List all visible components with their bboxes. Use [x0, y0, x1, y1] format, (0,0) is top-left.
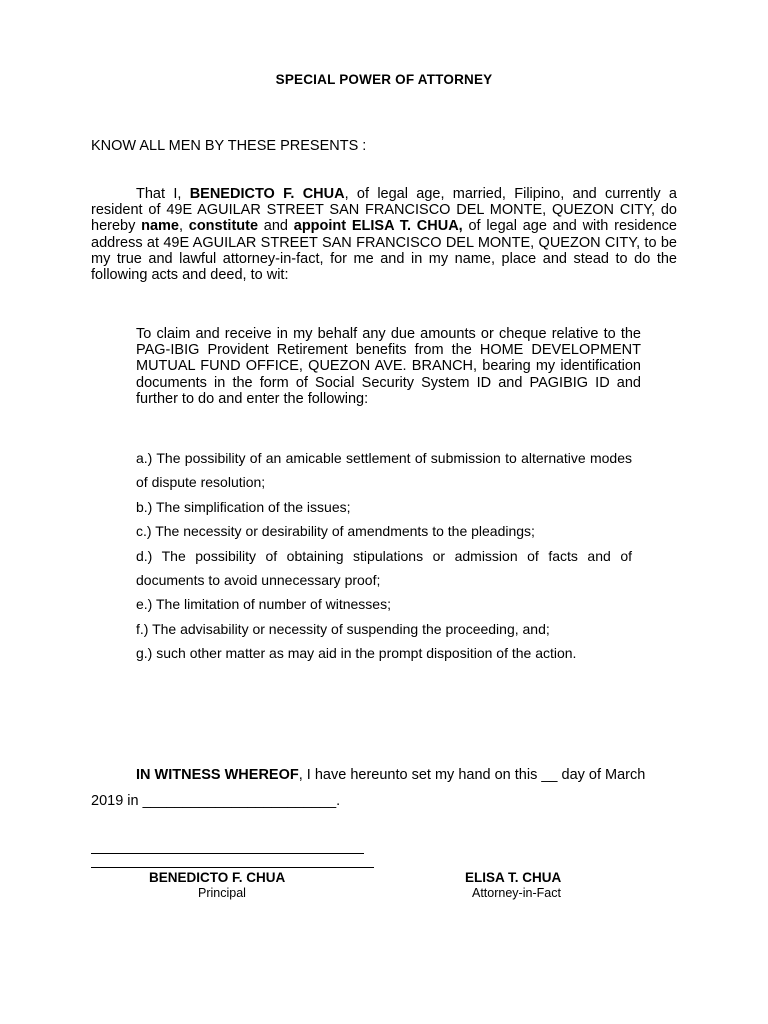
greeting-line: KNOW ALL MEN BY THESE PRESENTS :	[91, 138, 367, 154]
list-item: c.) The necessity or desirability of amendments to the pleadings;	[136, 523, 535, 540]
witness-text: , I have hereunto set my hand on this __ day of March 2019 in ________________________.	[91, 767, 646, 809]
list-item: b.) The simplification of the issues;	[136, 498, 351, 515]
principal-name-inline: BENEDICTO F. CHUA	[189, 186, 345, 202]
signature-line-lower	[91, 867, 374, 868]
keyword-name: name	[141, 218, 179, 235]
intro-paragraph	[91, 186, 677, 283]
intro-text-3: of legal age and with residence address at 49E AGUILAR STREET SAN FRANCISCO DEL MONTE, QUEZON CITY, to be my true and lawful attorney-in-fact, for me and in my name, place and stead to do the following acts and deed, to wit:	[91, 218, 677, 284]
list-item: e.) The limitation of number of witnesses;	[136, 596, 391, 613]
intro-separator-2: and	[258, 218, 294, 235]
witness-lead: IN WITNESS WHEREOF	[136, 767, 299, 783]
principal-signature-name: BENEDICTO F. CHUA	[149, 870, 286, 885]
signature-line-upper	[91, 853, 364, 854]
list-item: f.) The advisability or necessity of suspending the proceeding, and;	[136, 620, 550, 637]
principal-role-label: Principal	[198, 886, 246, 900]
keyword-appoint: appoint ELISA T. CHUA,	[293, 218, 463, 235]
witness-paragraph	[91, 762, 677, 814]
keyword-constitute: constitute	[188, 218, 259, 235]
intro-text-1: That I,	[136, 186, 190, 202]
intro-text-2: , of legal age, married, Filipino, and currently a resident of 49E AGUILAR STREET SAN FRANCISCO DEL MONTE, QUEZON CITY, do hereby	[91, 186, 677, 235]
list-item: a.) The possibility of an amicable settlement of submission to alternative modes of dispute resolution;	[136, 450, 632, 491]
intro-separator-1: ,	[178, 218, 189, 235]
claim-paragraph: To claim and receive in my behalf any due amounts or cheque relative to the PAG-IBIG Provident Retirement benefits from the HOME DEVELOPMENT MUTUAL FUND OFFICE, QUEZON AVE. BRANCH, bearing my identification documents in the form of Social Security System ID and PAGIBIG ID and further to do and enter the following:	[136, 326, 641, 407]
attorney-signature-name: ELISA T. CHUA	[465, 870, 562, 885]
list-item: d.) The possibility of obtaining stipulations or admission of facts and of documents to avoid unnecessary proof;	[136, 547, 632, 589]
document-title: SPECIAL POWER OF ATTORNEY	[275, 72, 493, 87]
acts-list	[136, 446, 632, 666]
list-item: g.) such other matter as may aid in the prompt disposition of the action.	[136, 645, 577, 662]
attorney-role-label: Attorney-in-Fact	[472, 886, 561, 900]
